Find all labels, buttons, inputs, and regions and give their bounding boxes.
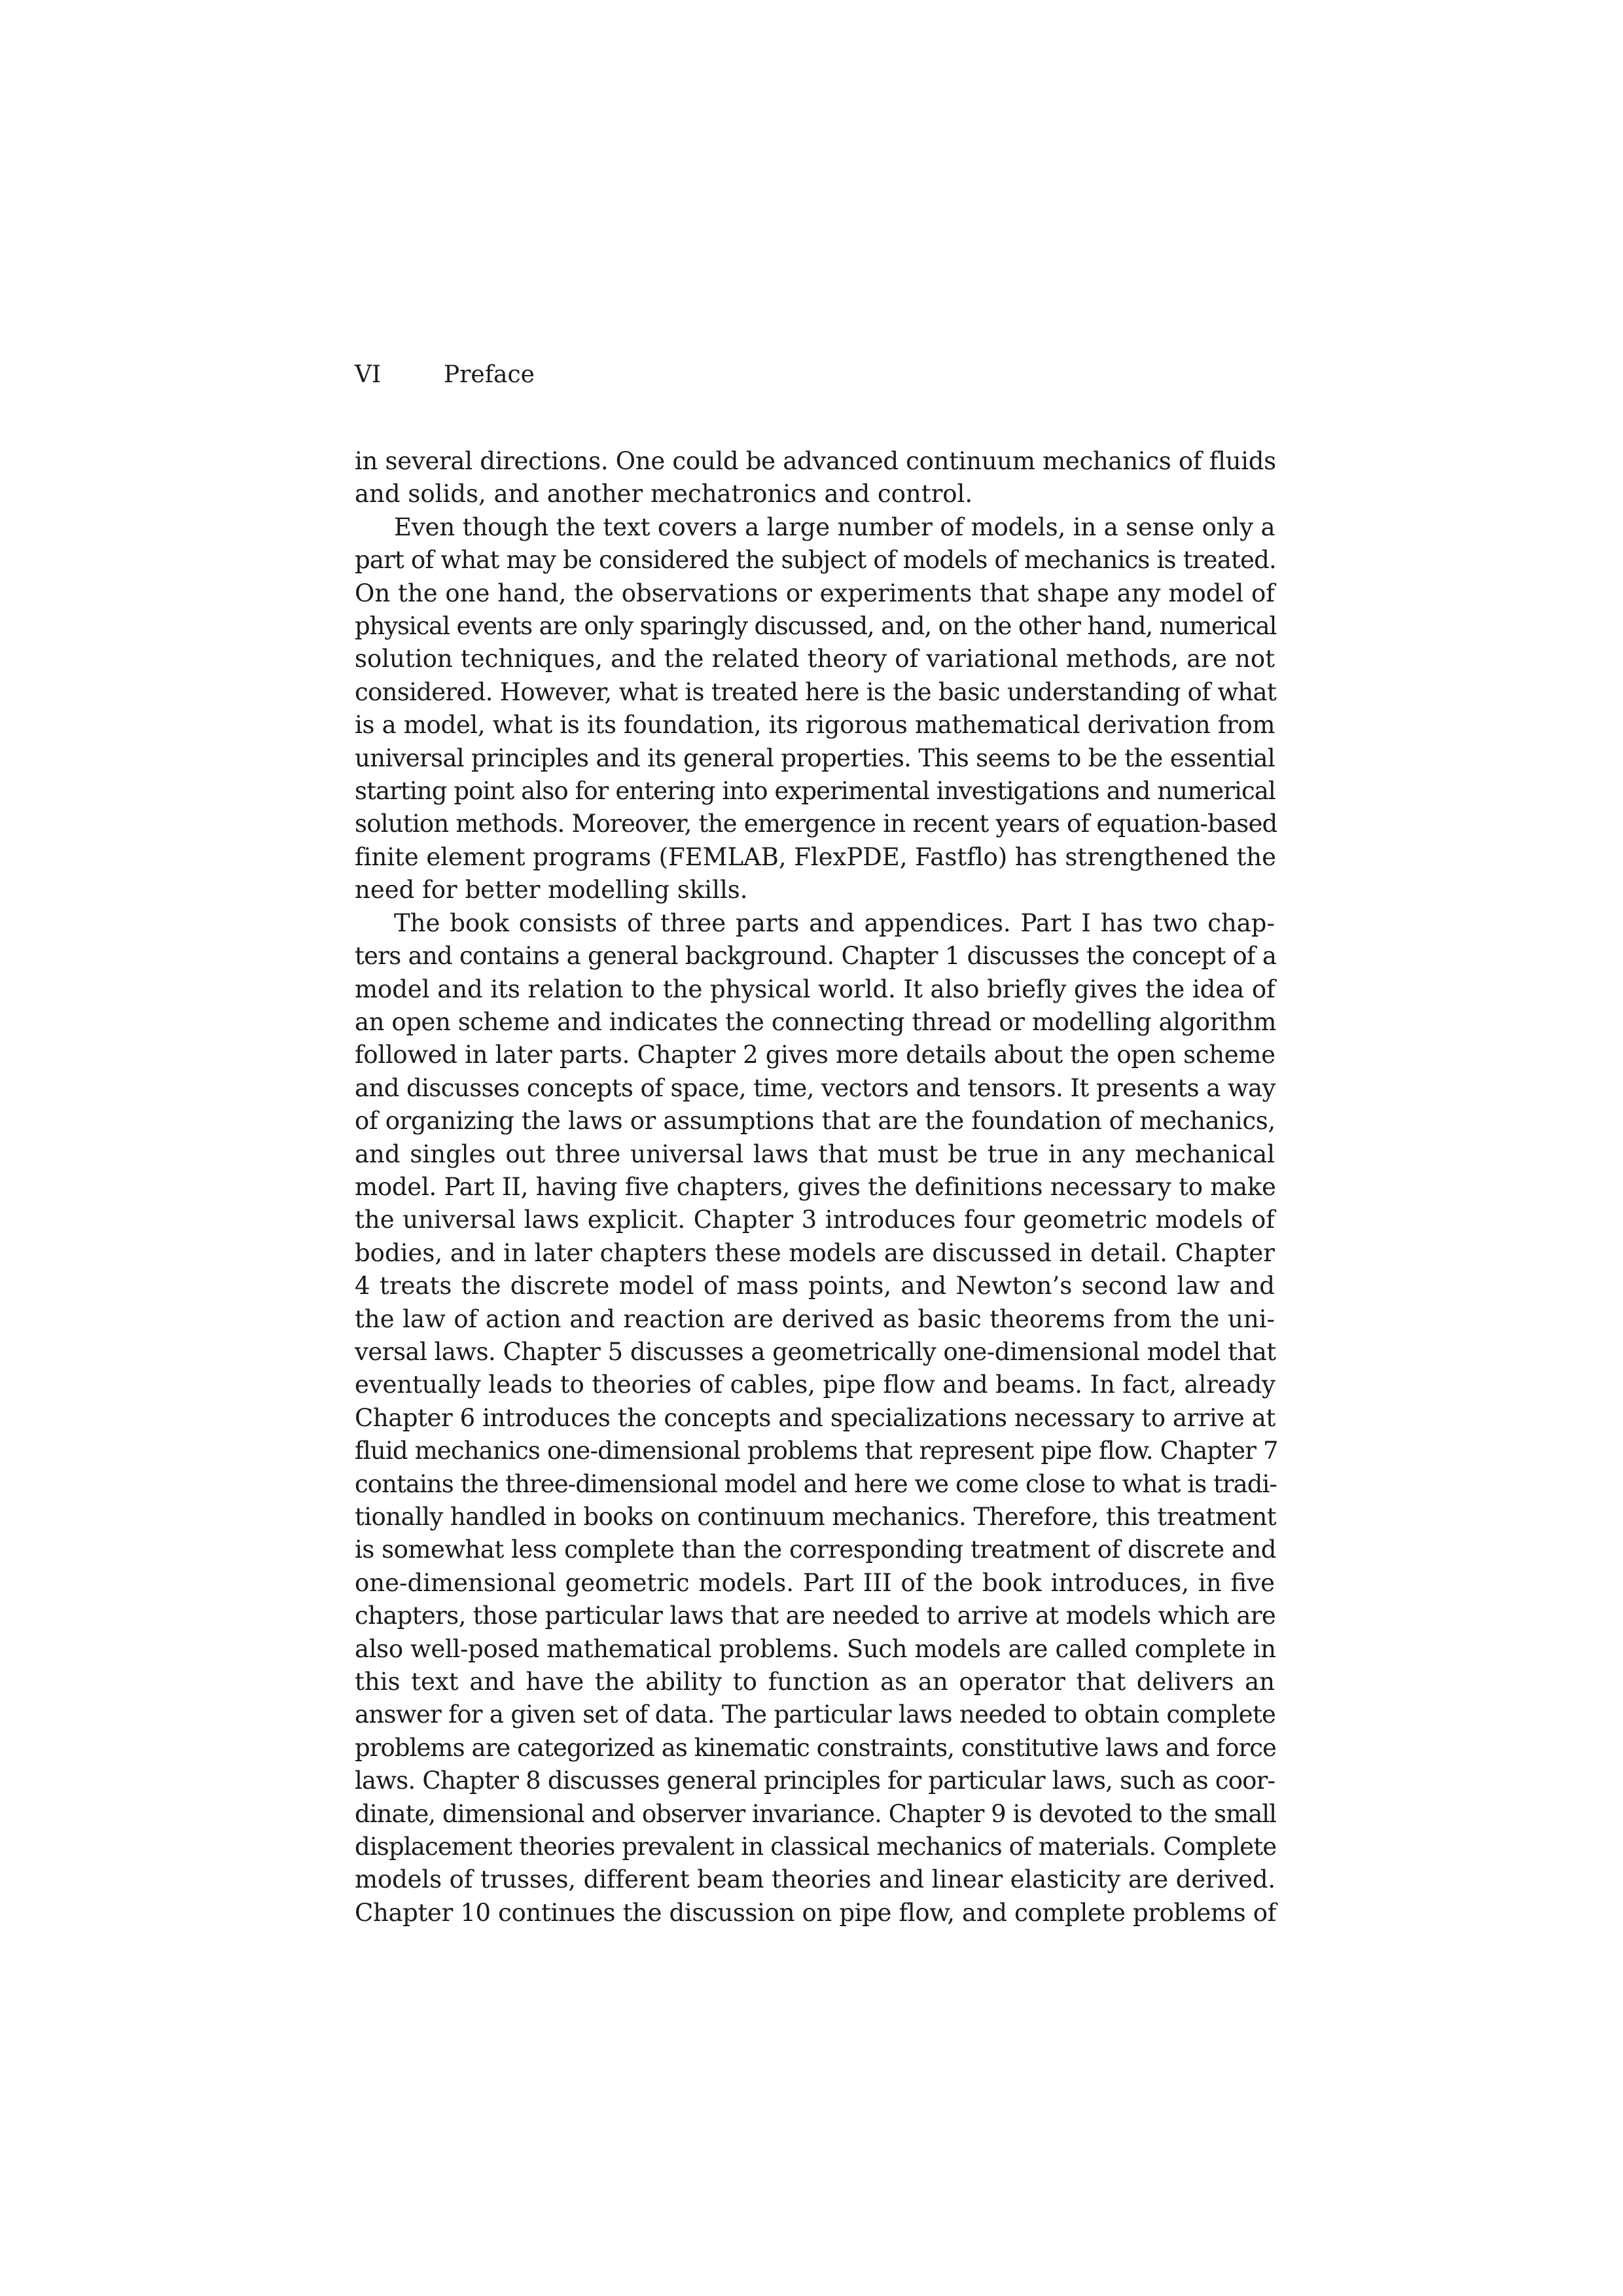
running-title: Preface <box>444 361 535 388</box>
text-line: dinate, dimensional and observer invariance. Chapter 9 is devoted to the small <box>355 1799 1277 1828</box>
paragraph <box>355 907 1278 1930</box>
text-line: versal laws. Chapter 5 discusses a geometrically one-dimensional model that <box>355 1337 1276 1366</box>
text-line: need for better modelling skills. <box>355 876 748 905</box>
text-line: displacement theories prevalent in classical mechanics of materials. Complete <box>355 1833 1277 1861</box>
text-line: Chapter 10 continues the discussion on pipe flow, and complete problems of <box>355 1898 1277 1927</box>
text-line: considered. However, what is treated here is the basic understanding of what <box>355 677 1277 706</box>
text-line: this text and have the ability to function as an operator that delivers an <box>355 1668 1275 1696</box>
page-header <box>355 359 1275 391</box>
text-line: finite element programs (FEMLAB, FlexPDE, Fastflo) has strengthened the <box>355 842 1276 871</box>
text-line: part of what may be considered the subject of models of mechanics is treated. <box>355 546 1276 575</box>
text-line: answer for a given set of data. The particular laws needed to obtain complete <box>355 1700 1276 1729</box>
text-line: 4 treats the discrete model of mass points, and Newton’s second law and <box>355 1272 1275 1300</box>
text-line: and discusses concepts of space, time, vectors and tensors. It presents a way <box>355 1073 1275 1102</box>
text-line: solution techniques, and the related theory of variational methods, are not <box>355 645 1275 673</box>
text-line: bodies, and in later chapters these models are discussed in detail. Chapter <box>355 1238 1275 1267</box>
text-line: an open scheme and indicates the connecting thread or modelling algorithm <box>355 1007 1276 1036</box>
page-number: VI <box>355 361 382 388</box>
text-line: followed in later parts. Chapter 2 gives more details about the open scheme <box>355 1041 1275 1069</box>
text-line: model and its relation to the physical world. It also briefly gives the idea of <box>355 975 1275 1003</box>
text-line: ters and contains a general background. Chapter 1 discusses the concept of a <box>355 942 1277 971</box>
text-line: also well-posed mathematical problems. Such models are called complete in <box>355 1634 1276 1663</box>
text-line: Even though the text covers a large number of models, in a sense only a <box>394 512 1275 541</box>
text-line: in several directions. One could be advanced continuum mechanics of fluids <box>355 447 1276 475</box>
text-line: Chapter 6 introduces the concepts and specializations necessary to arrive at <box>355 1403 1275 1432</box>
text-line: model. Part II, having five chapters, gives the definitions necessary to make <box>355 1172 1276 1201</box>
text-line: of organizing the laws or assumptions that are the foundation of mechanics, <box>355 1107 1275 1136</box>
text-line: laws. Chapter 8 discusses general principles for particular laws, such as coor- <box>355 1767 1275 1795</box>
text-line: chapters, those particular laws that are needed to arrive at models which are <box>355 1602 1276 1630</box>
text-line: is a model, what is its foundation, its rigorous mathematical derivation from <box>355 711 1275 740</box>
text-line: is somewhat less complete than the corresponding treatment of discrete and <box>355 1535 1277 1564</box>
text-line: physical events are only sparingly discussed, and, on the other hand, numerical <box>355 612 1277 641</box>
text-line: the law of action and reaction are derived as basic theorems from the uni- <box>355 1304 1275 1333</box>
text-line: one-dimensional geometric models. Part III of the book introduces, in five <box>355 1568 1275 1597</box>
text-line: tionally handled in books on continuum mechanics. Therefore, this treatment <box>355 1503 1277 1531</box>
text-line: and solids, and another mechatronics and control. <box>355 480 973 509</box>
paragraph <box>355 511 1275 907</box>
text-line: On the one hand, the observations or experiments that shape any model of <box>355 579 1275 607</box>
text-line: eventually leads to theories of cables, pipe flow and beams. In fact, already <box>355 1371 1275 1399</box>
text-line: solution methods. Moreover, the emergence in recent years of equation-based <box>355 810 1277 838</box>
text-line: the universal laws explicit. Chapter 3 introduces four geometric models of <box>355 1206 1275 1234</box>
text-line: problems are categorized as kinematic constraints, constitutive laws and force <box>355 1733 1276 1762</box>
text-line: starting point also for entering into experimental investigations and numerical <box>355 777 1275 806</box>
text-line: universal principles and its general properties. This seems to be the essential <box>355 744 1275 772</box>
text-line: contains the three-dimensional model and here we come close to what is tradi- <box>355 1469 1277 1498</box>
text-line: fluid mechanics one-dimensional problems that represent pipe flow. Chapter 7 <box>355 1437 1278 1465</box>
paragraph <box>355 445 1275 511</box>
text-line: models of trusses, different beam theories and linear elasticity are derived. <box>355 1865 1276 1894</box>
body-text <box>355 445 1278 1929</box>
text-line: The book consists of three parts and appendices. Part I has two chap- <box>394 908 1275 937</box>
text-line: and singles out three universal laws that must be true in any mechanical <box>355 1139 1275 1168</box>
